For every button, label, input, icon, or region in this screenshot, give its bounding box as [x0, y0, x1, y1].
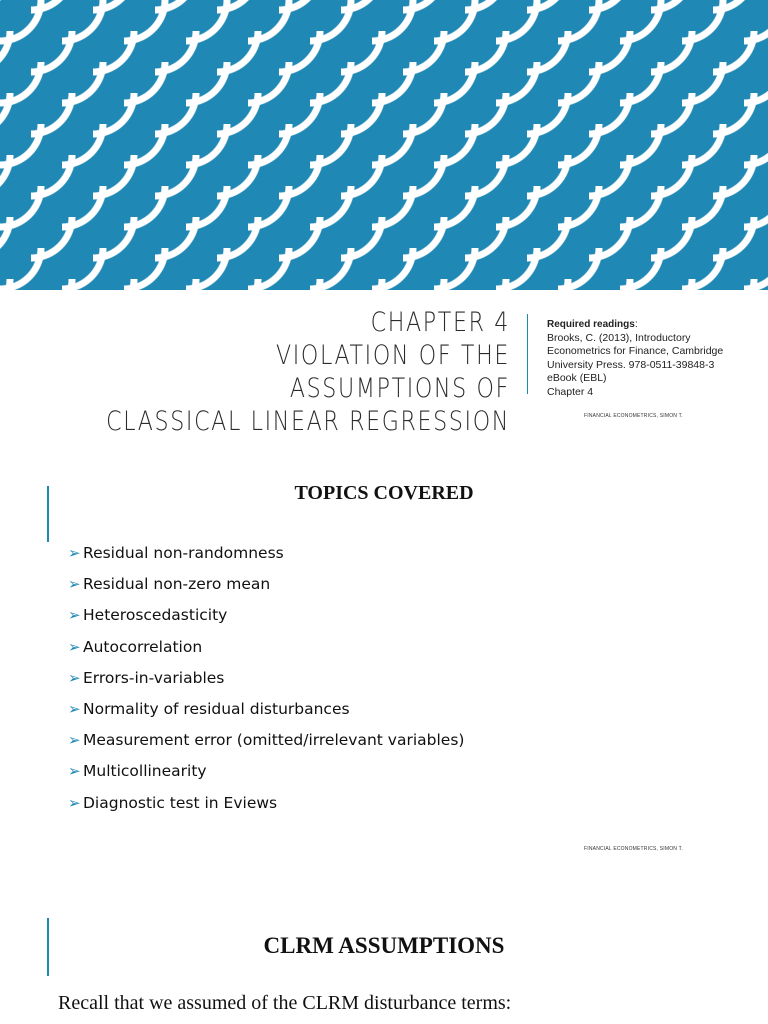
topics-list — [68, 541, 464, 822]
list-item — [68, 603, 464, 634]
title-line: VIOLATION OF THE ASSUMPTIONS OF — [275, 340, 510, 404]
readings-line: Chapter 4 — [547, 385, 594, 398]
title-line: CLASSICAL LINEAR REGRESSION — [106, 406, 510, 437]
topic-text: Errors-in-variables — [83, 668, 225, 687]
slide2-footer: FINANCIAL ECONOMETRICS, SIMON T. — [584, 846, 683, 852]
readings-line: Brooks, C. (2013), Introductory — [547, 331, 691, 344]
topic-text: Diagnostic test in Eviews — [83, 793, 278, 812]
decorative-pattern-banner — [0, 0, 768, 290]
arrow-bullet-icon: ➢ — [68, 731, 81, 750]
topic-text: Residual non-randomness — [83, 544, 284, 562]
arrow-bullet-icon: ➢ — [68, 575, 81, 594]
arrow-bullet-icon: ➢ — [68, 762, 81, 781]
slide3-body-text: Recall that we assumed of the CLRM disturbance terms: — [58, 992, 512, 1014]
slide1-footer: FINANCIAL ECONOMETRICS, SIMON T. — [584, 413, 683, 419]
topic-text: Residual non-zero mean — [83, 575, 271, 594]
readings-line: University Press. 978-0511-39848-3 — [547, 358, 715, 371]
required-readings — [547, 318, 762, 399]
topic-text: Normality of residual disturbances — [83, 699, 350, 718]
arrow-bullet-icon: ➢ — [68, 544, 81, 562]
slide2-heading: TOPICS COVERED — [294, 482, 474, 504]
topic-text: Multicollinearity — [83, 762, 207, 781]
title-line: CHAPTER 4 — [370, 307, 510, 338]
list-item — [68, 666, 464, 697]
arrow-bullet-icon: ➢ — [68, 793, 81, 812]
list-item — [68, 728, 464, 759]
topic-text: Measurement error (omitted/irrelevant variables) — [83, 731, 465, 750]
list-item — [68, 635, 464, 666]
title-divider — [527, 314, 528, 394]
list-item — [68, 697, 464, 728]
list-item — [68, 791, 464, 822]
arrow-bullet-icon: ➢ — [68, 637, 81, 656]
topic-text: Heteroscedasticity — [83, 606, 228, 625]
list-item — [68, 759, 464, 790]
readings-line: eBook (EBL) — [547, 372, 607, 384]
readings-line: Econometrics for Finance, Cambridge — [547, 345, 724, 357]
readings-colon: : — [634, 318, 638, 330]
arrow-bullet-icon: ➢ — [68, 699, 81, 718]
arrow-bullet-icon: ➢ — [68, 668, 81, 687]
slide3-heading: CLRM ASSUMPTIONS — [263, 933, 505, 958]
list-item — [68, 572, 464, 603]
topic-text: Autocorrelation — [83, 637, 203, 656]
readings-heading: Required readings — [547, 319, 635, 330]
slide1-title — [92, 306, 510, 438]
arrow-bullet-icon: ➢ — [68, 606, 81, 625]
list-item — [68, 541, 464, 572]
